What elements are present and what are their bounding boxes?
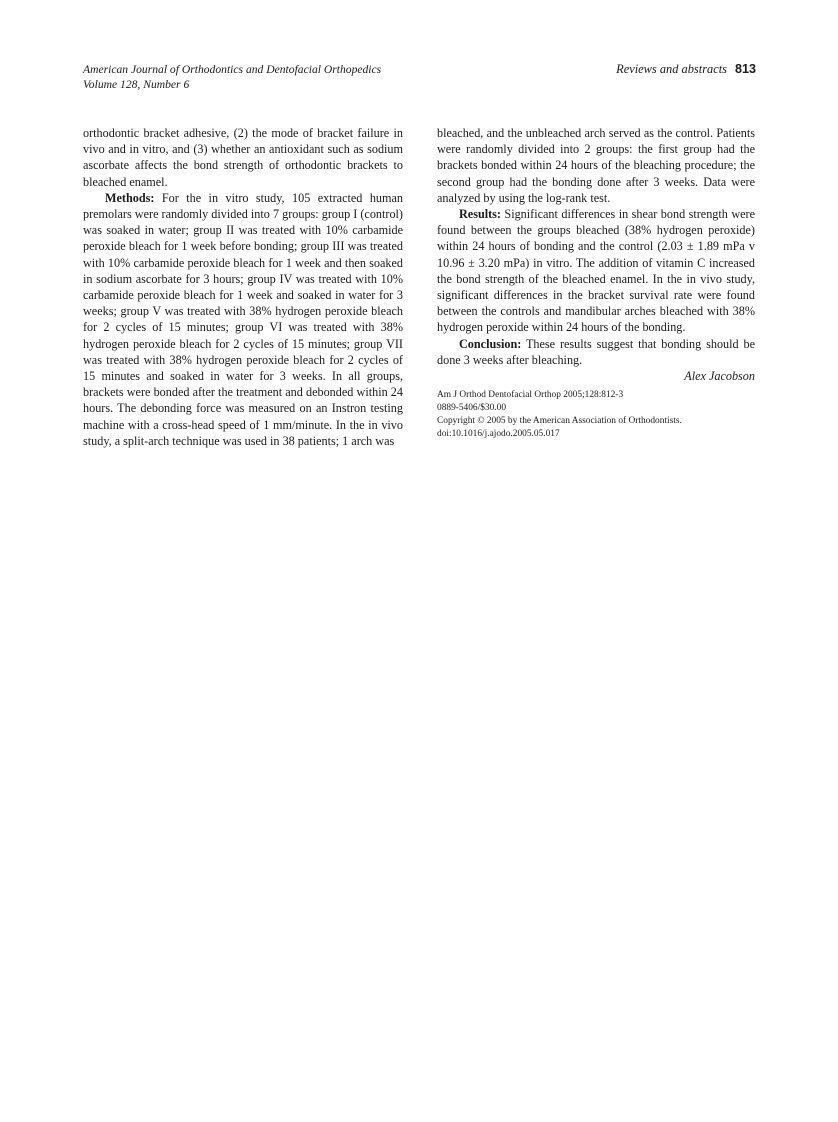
section-title: Reviews and abstracts	[616, 62, 727, 76]
doi-line: doi:10.1016/j.ajodo.2005.05.017	[437, 429, 560, 440]
results-body: Significant differences in shear bond strength were found between the groups bleached (38% hydrogen peroxide) within 24 hours of bonding and the control (2.03 ± 1.89 mPa v 10.96 ± 3.20 mPa) in vitro. The addition of vitamin C increased the bond strength of the bleached enamel. In the in vivo study, significant differences in the bracket survival rate were found between the controls and mandibular arches bleached with 38% hydrogen peroxide within 24 hours of the bonding.	[437, 207, 755, 335]
results-heading: Results:	[459, 207, 501, 222]
copyright-line: Copyright © 2005 by the American Association of Orthodontists.	[437, 416, 682, 427]
continuation-paragraph: bleached, and the unbleached arch served as the control. Patients were randomly divided into 2 groups: the first group had the brackets bonded within 24 hours of the bleaching procedure; the second group had the bonding done after 3 weeks. Data were analyzed by using the log-rank test.	[437, 126, 755, 205]
journal-title: American Journal of Orthodontics and Dentofacial Orthopedics	[83, 63, 382, 76]
running-header-right	[616, 62, 756, 77]
methods-body: For the in vitro study, 105 extracted human premolars were randomly divided into 7 groups: group I (control) was soaked in water; group II was treated with 10% carbamide peroxide bleach for 1 week before bonding; group III was treated with 10% carbamide peroxide bleach for 1 week and then soaked in sodium ascorbate for 3 hours; group IV was treated with 10% carbamide peroxide bleach for 1 week and soaked in water for 3 weeks; group V was treated with 38% hydrogen peroxide bleach for 2 cycles of 15 minutes; group VI was treated with 38% hydrogen peroxide bleach for 2 cycles of 15 minutes; group VII was treated with 38% hydrogen peroxide bleach for 2 cycles of 15 minutes and soaked in water for 3 weeks. In all groups, brackets were bonded after the treatment and debonded within 24 hours. The debonding force was measured on an Instron testing machine with a cross-head speed of 1 mm/minute. In the in vivo study, a split-arch technique was used in 38 patients; 1 arch was	[83, 190, 403, 448]
methods-paragraph	[83, 190, 403, 449]
conclusion-paragraph	[437, 336, 755, 368]
citation-block	[437, 389, 755, 441]
conclusion-body: These results suggest that bonding should be done 3 weeks after bleaching.	[437, 336, 755, 367]
page-number: 813	[734, 62, 756, 76]
intro-paragraph: orthodontic bracket adhesive, (2) the mode of bracket failure in vivo and in vitro, and (3) whether an antioxidant such as sodium ascorbate affects the bond strength of orthodontic brackets to bleached enamel.	[83, 126, 403, 189]
citation-line: Am J Orthod Dentofacial Orthop 2005;128:812-3	[437, 390, 624, 401]
volume-number: Volume 128, Number 6	[83, 77, 190, 91]
running-header-left	[83, 63, 381, 92]
left-column	[83, 125, 403, 449]
results-paragraph	[437, 206, 755, 336]
price-code-line: 0889-5406/$30.00	[437, 403, 507, 414]
conclusion-heading: Conclusion:	[459, 336, 522, 351]
reviewer-name: Alex Jacobson	[684, 369, 755, 384]
methods-heading: Methods:	[105, 190, 155, 205]
right-column	[437, 125, 755, 441]
